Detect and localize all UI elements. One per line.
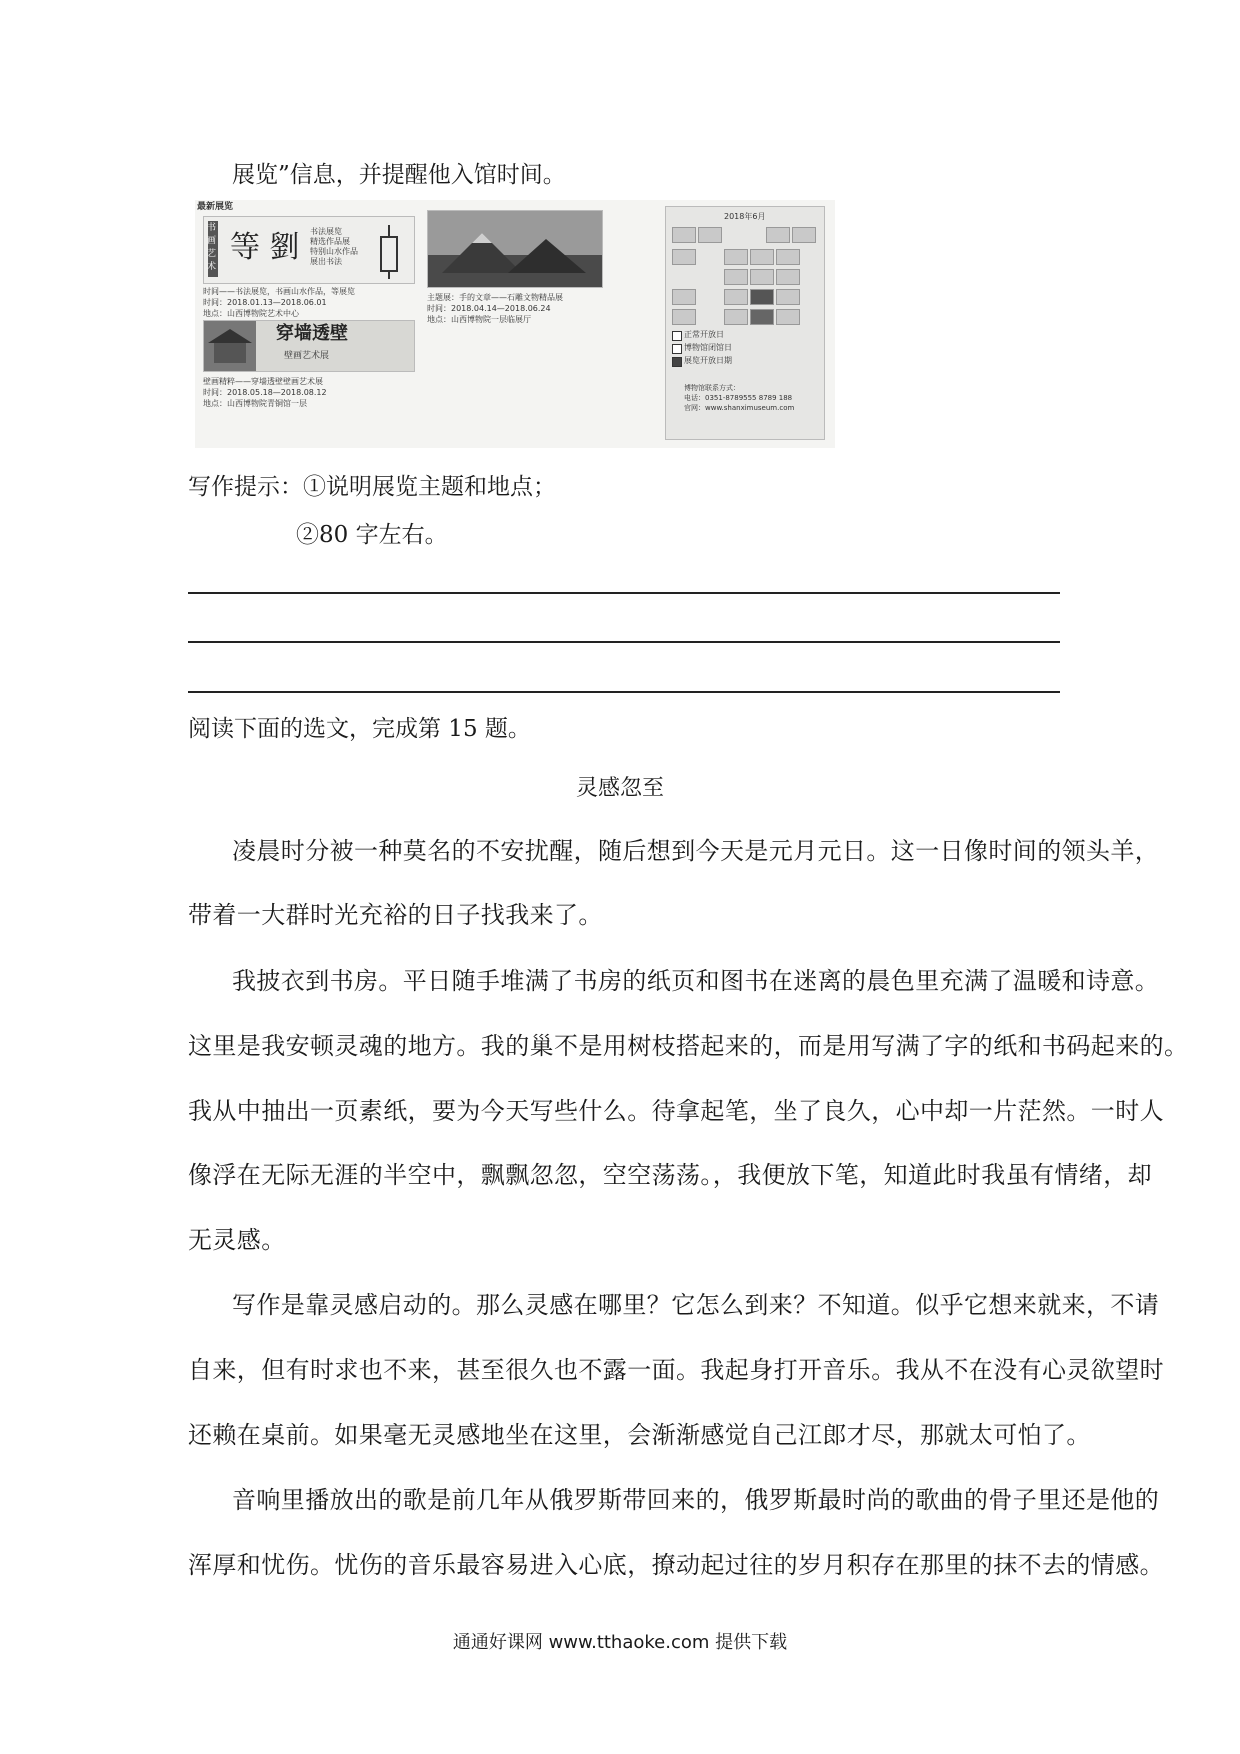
calendar-option: 博物馆闭馆日 [684, 343, 732, 352]
passage-line: 无灵感。 [188, 1226, 286, 1254]
card3-title: 穿墙透壁 [276, 323, 348, 344]
calendar-option: 展览开放日期 [684, 356, 732, 365]
intro-line: 展览”信息，并提醒他入馆时间。 [232, 162, 566, 188]
instruction: 阅读下面的选文，完成第 15 题。 [188, 716, 531, 742]
passage-line: 我披衣到书房。平日随手堆满了书房的纸页和图书在迷离的晨色里充满了温暖和诗意。 [232, 967, 1160, 995]
exhibit-card-sculpture [427, 210, 603, 288]
answer-line[interactable] [188, 691, 1060, 693]
vertical-label: 艺 [207, 249, 217, 259]
calendar-contact: 博物馆联系方式： 电话：0351-8789555 8789 188 官网：www.shanximuseum.com [684, 384, 795, 412]
exhibit-header: 最新展览 [197, 202, 234, 212]
passage-line: 音响里播放出的歌是前几年从俄罗斯带回来的，俄罗斯最时尚的歌曲的骨子里还是他的 [232, 1486, 1160, 1514]
vertical-label: 术 [207, 262, 217, 272]
card1-caption: 时间——书法展览，书画山水作品，等展览 时间：2018.01.13—2018.06.01 地点：山西博物院艺术中心 [203, 287, 355, 318]
passage-line: 写作是靠灵感启动的。那么灵感在哪里？它怎么到来？不知道。似乎它想来就来，不请 [232, 1291, 1160, 1319]
lantern-icon [378, 225, 400, 279]
calendar-title: 2018年6月 [724, 212, 766, 221]
mountain-photo-icon [428, 211, 602, 287]
card3-subtitle: 壁画艺术展 [284, 351, 330, 361]
answer-line[interactable] [188, 641, 1060, 643]
card2-caption: 主题展：手的文章——石雕文物精品展 时间：2018.04.14—2018.06.24 地点：山西博物院一层临展厅 [427, 293, 563, 324]
passage-line: 像浮在无际无涯的半空中，飘飘忽忽，空空荡荡。，我便放下笔，知道此时我虽有情绪，却 [188, 1161, 1152, 1189]
passage-line: 还赖在桌前。如果毫无灵感地坐在这里，会渐渐感觉自己江郎才尽，那就太可怕了。 [188, 1421, 1091, 1449]
hint-label: 写作提示：①说明展览主题和地点； [188, 474, 556, 500]
pavilion-icon [204, 321, 256, 371]
passage-line: 这里是我安顿灵魂的地方。我的巢不是用树枝搭起来的，而是用写满了字的纸和书码起来的。 [188, 1032, 1189, 1060]
passage-line: 带着一大群时光充裕的日子找我来了。 [188, 901, 603, 929]
passage-title: 灵感忽至 [575, 776, 664, 801]
card3-caption: 壁画精粹——穿墙透壁壁画艺术展 时间：2018.05.18—2018.08.12 地点：山西博物院青铜馆一层 [203, 377, 327, 408]
exhibit-card-mural [203, 320, 415, 372]
card1-side-text: 书法展览 精选作品展 特别山水作品 展出书法 [310, 227, 358, 266]
passage-line: 浑厚和忧伤。忧伤的音乐最容易进入心底，撩动起过往的岁月积存在那里的抹不去的情感。 [188, 1551, 1164, 1579]
calendar-panel [665, 206, 825, 440]
passage-line: 凌晨时分被一种莫名的不安扰醒，随后想到今天是元月元日。这一日像时间的领头羊， [232, 837, 1160, 865]
passage-line: 自来，但有时求也不来，甚至很久也不露一面。我起身打开音乐。我从不在没有心灵欲望时 [188, 1356, 1164, 1384]
exhibit-card-calligraphy [203, 216, 415, 284]
vertical-label: 画 [207, 236, 217, 246]
calendar-option: 正常开放日 [684, 330, 724, 339]
hint-2: ②80 字左右。 [296, 522, 448, 548]
calligraphy-text: 等 劉 [230, 230, 300, 265]
passage-line: 我从中抽出一页素纸，要为今天写些什么。待拿起笔，坐了良久，心中却一片茫然。一时人 [188, 1097, 1164, 1125]
vertical-label: 书 [207, 223, 217, 233]
answer-line[interactable] [188, 592, 1060, 594]
exhibit-image [195, 200, 835, 448]
footer: 通通好课网 www.tthaoke.com 提供下载 [452, 1632, 788, 1653]
